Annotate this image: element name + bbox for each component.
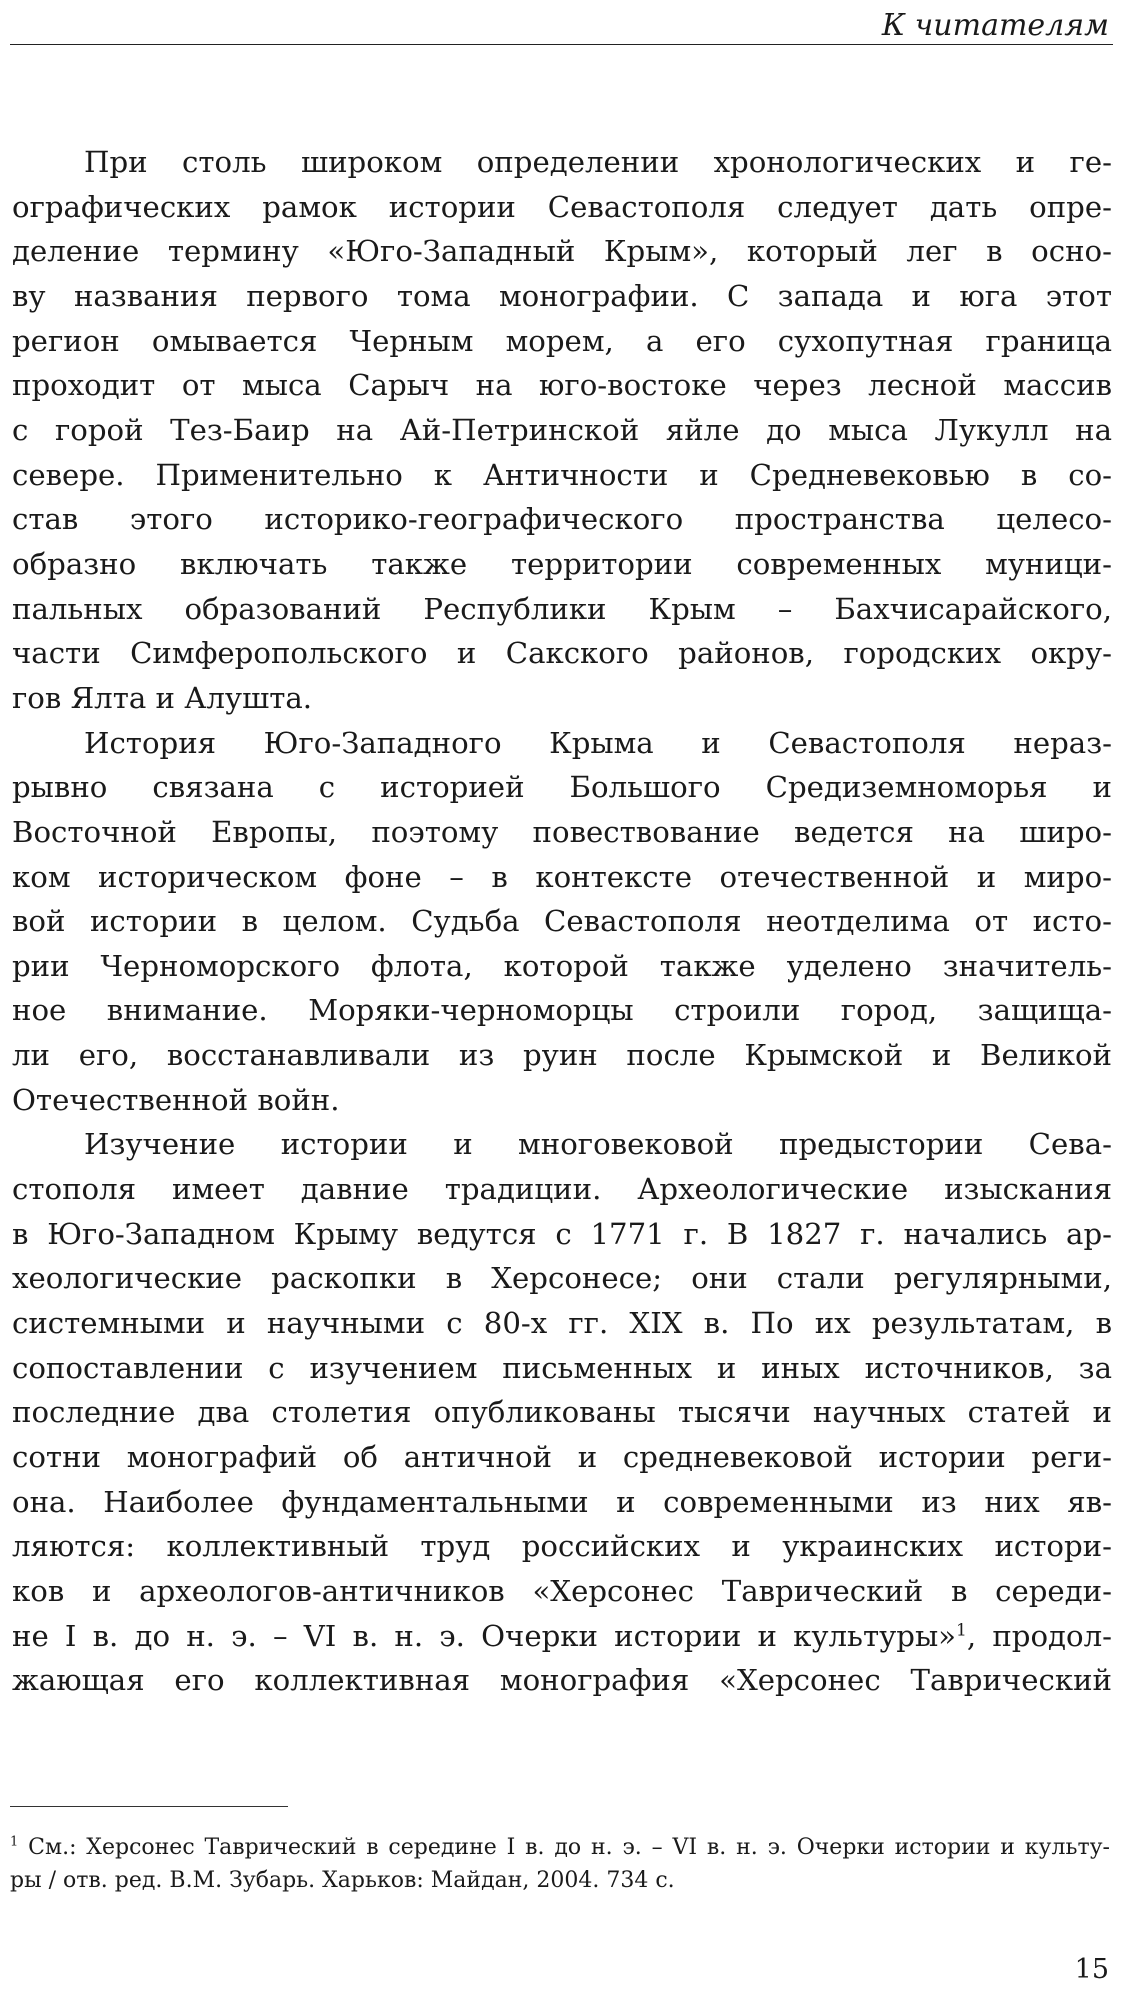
text-line: рии Черноморского флота, которой также уделено значитель- [12,948,1112,983]
text-line: рывно связана с историей Большого Средиземноморья и [12,770,1112,805]
text-line: с горой Тез-Баир на Ай-Петринской яйле до мыса Лукулл на [12,412,1112,447]
text-line: хеологические раскопки в Херсонесе; они стали регулярными, [12,1261,1112,1296]
text-line: вой истории в целом. Судьба Севастополя неотделима от исто- [12,904,1112,939]
text-line: Изучение истории и многовековой предыстории Сева- [84,1127,1112,1162]
text-line: части Симферопольского и Сакского районов, городских окру- [12,636,1112,671]
text-line: проходит от мыса Сарыч на юго-востоке через лесной массив [12,368,1112,403]
main-text [12,140,1112,1703]
page-number: 15 [1074,1954,1109,1985]
running-head [10,8,1113,45]
footnote-reference[interactable]: 1 [956,1619,967,1640]
footnote-marker: 1 [10,1834,19,1850]
text-line: Отечественной войн. [12,1082,340,1117]
text-line: гов Ялта и Алушта. [12,680,313,715]
paragraph-2 [12,721,1112,1123]
footnote-line [10,1831,1110,1864]
text-line: сопоставлении с изучением письменных и иных источников, за [12,1350,1112,1385]
text-fragment: , продол- [966,1618,1112,1653]
text-line: деление термину «Юго-Западный Крым», который лег в осно- [12,234,1112,269]
footnote-text: См.: Херсонес Таврический в середине I в. до н. э. – VI в. н. э. Очерки истории и культу- [28,1835,1110,1860]
text-line: Восточной Европы, поэтому повествование ведется на широ- [12,814,1112,849]
text-line: сотни монографий об античной и средневековой истории реги- [12,1440,1112,1475]
text-line: жающая его коллективная монография «Херсонес Таврический [12,1663,1112,1698]
text-line: ком историческом фоне – в контексте отечественной и миро- [12,859,1112,894]
text-line: в Юго-Западном Крыму ведутся с 1771 г. В 1827 г. начались ар- [12,1216,1112,1251]
text-line: образно включать также территории современных муници- [12,546,1112,581]
footnote-line: ры / отв. ред. В.М. Зубарь. Харьков: Майдан, 2004. 734 с. [10,1868,675,1893]
text-line: став этого историко-географического пространства целесо- [12,502,1112,537]
text-line: пальных образований Республики Крым – Бахчисарайского, [12,591,1112,626]
running-title: К читателям [881,8,1109,43]
text-line: стополя имеет давние традиции. Археологические изыскания [12,1172,1112,1207]
text-line: регион омывается Черным морем, а его сухопутная граница [12,323,1112,358]
paragraph-3 [12,1122,1112,1703]
text-line: севере. Применительно к Античности и Средневековью в со- [12,457,1112,492]
paragraph-1 [12,140,1112,721]
text-line: системными и научными с 80-х гг. XIX в. По их результатам, в [12,1306,1112,1341]
text-line: она. Наиболее фундаментальными и современными из них яв- [12,1484,1112,1519]
text-line: ков и археологов-античников «Херсонес Таврический в середи- [12,1574,1112,1608]
text-line: ли его, восстанавливали из руин после Крымской и Великой [12,1038,1112,1073]
footnote [10,1831,1110,1897]
text-line: История Юго-Западного Крыма и Севастополя нераз- [84,725,1112,760]
text-line: ографических рамок истории Севастополя следует дать опре- [12,189,1112,224]
text-line-with-footnote [12,1614,1112,1659]
text-line: При столь широком определении хронологических и ге- [84,145,1112,179]
text-line: ву названия первого тома монографии. С запада и юга этот [12,278,1112,313]
footnote-divider [10,1806,288,1807]
text-line: ляются: коллективный труд российских и украинских истори- [12,1529,1112,1564]
text-line: последние два столетия опубликованы тысячи научных статей и [12,1395,1112,1430]
text-line: ное внимание. Моряки-черноморцы строили город, защища- [12,993,1112,1028]
text-fragment: не I в. до н. э. – VI в. н. э. Очерки истории и культуры» [12,1618,957,1653]
